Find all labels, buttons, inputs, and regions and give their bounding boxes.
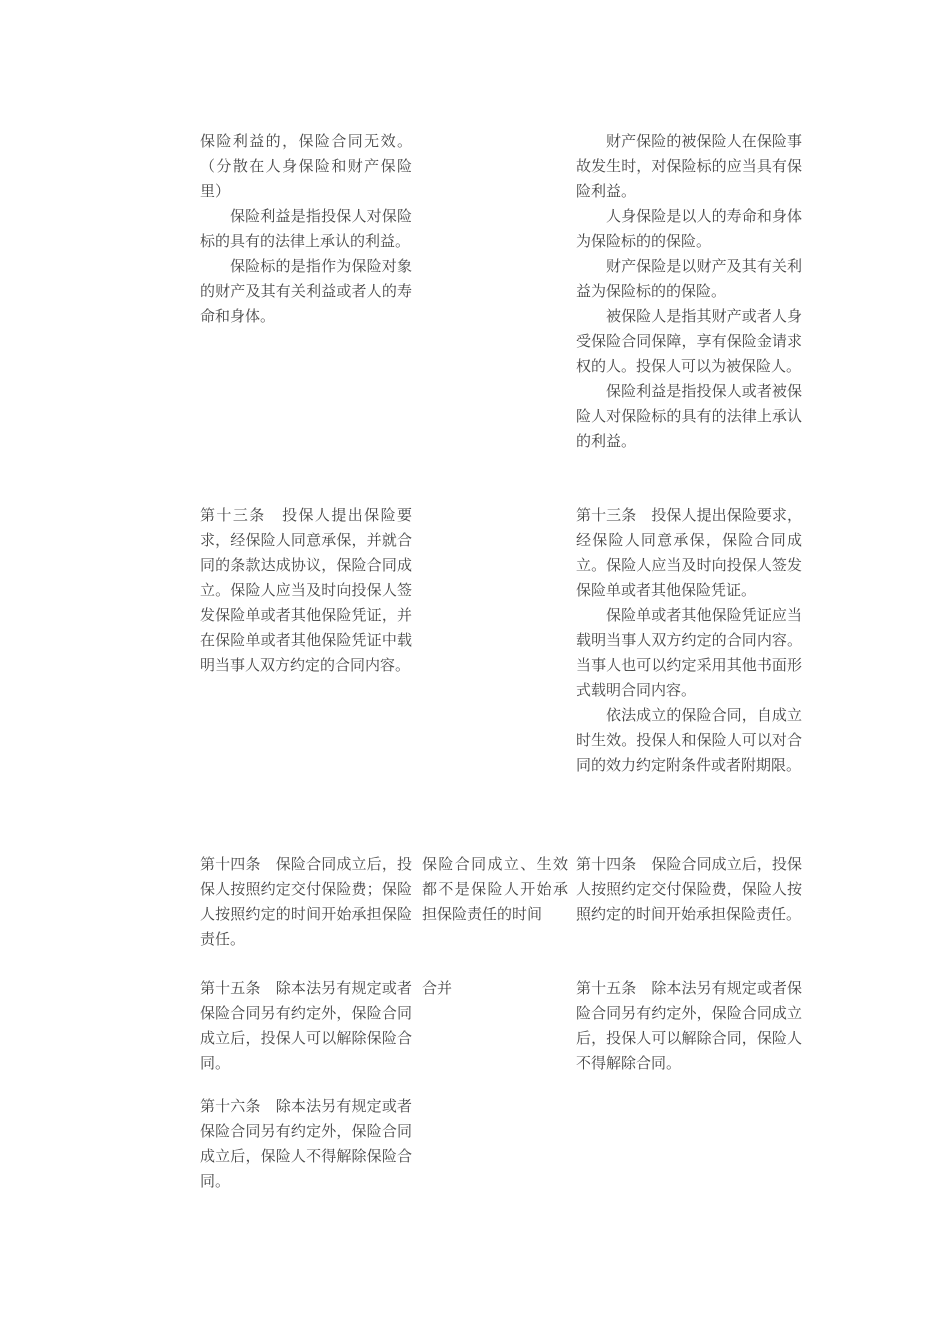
new-law-cell (576, 129, 802, 454)
paragraph: 保险标的是指作为保险对象的财产及其有关利益或者人的寿命和身体。 (200, 257, 412, 325)
paragraph: 保险单或者其他保险凭证应当载明当事人双方约定的合同内容。当事人也可以约定采用其他书面形式载明合同内容。 (576, 606, 802, 699)
paragraph: 保险利益是指投保人或者被保险人对保险标的具有的法律上承认的利益。 (576, 382, 802, 450)
new-law-cell (576, 852, 802, 927)
paragraph: 财产保险的被保险人在保险事故发生时，对保险标的应当具有保险利益。 (576, 132, 802, 200)
note-text: 保险合同成立、生效都不是保险人开始承担保险责任的时间 (422, 855, 568, 923)
paragraph: 被保险人是指其财产或者人身受保险合同保障，享有保险金请求权的人。投保人可以为被保险人。 (576, 307, 802, 375)
old-law-cell (200, 503, 412, 678)
note-text: 合并 (422, 979, 453, 997)
article-15-new: 第十五条 除本法另有规定或者保险合同另有约定外，保险合同成立后，投保人可以解除合同，保险人不得解除合同。 (576, 979, 802, 1072)
article-14-new: 第十四条 保险合同成立后，投保人按照约定交付保险费，保险人按照约定的时间开始承担保险责任。 (576, 855, 802, 923)
old-law-cell (200, 1094, 412, 1194)
new-law-cell (576, 976, 802, 1076)
article-14-old: 第十四条 保险合同成立后，投保人按照约定交付保险费；保险人按照约定的时间开始承担保险责任。 (200, 855, 412, 948)
old-law-cell (200, 852, 412, 952)
article-16-old: 第十六条 除本法另有规定或者保险合同另有约定外，保险合同成立后，保险人不得解除保险合同。 (200, 1097, 412, 1190)
note-cell (422, 852, 568, 927)
paragraph: 依法成立的保险合同，自成立时生效。投保人和保险人可以对合同的效力约定附条件或者附期限。 (576, 706, 802, 774)
article-13-old: 第十三条 投保人提出保险要求，经保险人同意承保，并就合同的条款达成协议，保险合同成立。保险人应当及时向投保人签发保险单或者其他保险凭证，并在保险单或者其他保险凭证中载明当事人双方约定的合同内容。 (200, 506, 412, 674)
note-cell (422, 976, 568, 1001)
new-law-cell (576, 503, 802, 778)
article-13-new: 第十三条 投保人提出保险要求，经保险人同意承保，保险合同成立。保险人应当及时向投保人签发保险单或者其他保险凭证。 (576, 506, 802, 599)
old-law-cell (200, 976, 412, 1076)
old-law-cell (200, 129, 412, 329)
paragraph: 人身保险是以人的寿命和身体为保险标的的保险。 (576, 207, 802, 250)
paragraph: 财产保险是以财产及其有关利益为保险标的的保险。 (576, 257, 802, 300)
article-15-old: 第十五条 除本法另有规定或者保险合同另有约定外，保险合同成立后，投保人可以解除保险合同。 (200, 979, 412, 1072)
paragraph: 保险利益是指投保人对保险标的具有的法律上承认的利益。 (200, 207, 412, 250)
paragraph: 保险利益的，保险合同无效。（分散在人身保险和财产保险里） (200, 132, 412, 200)
